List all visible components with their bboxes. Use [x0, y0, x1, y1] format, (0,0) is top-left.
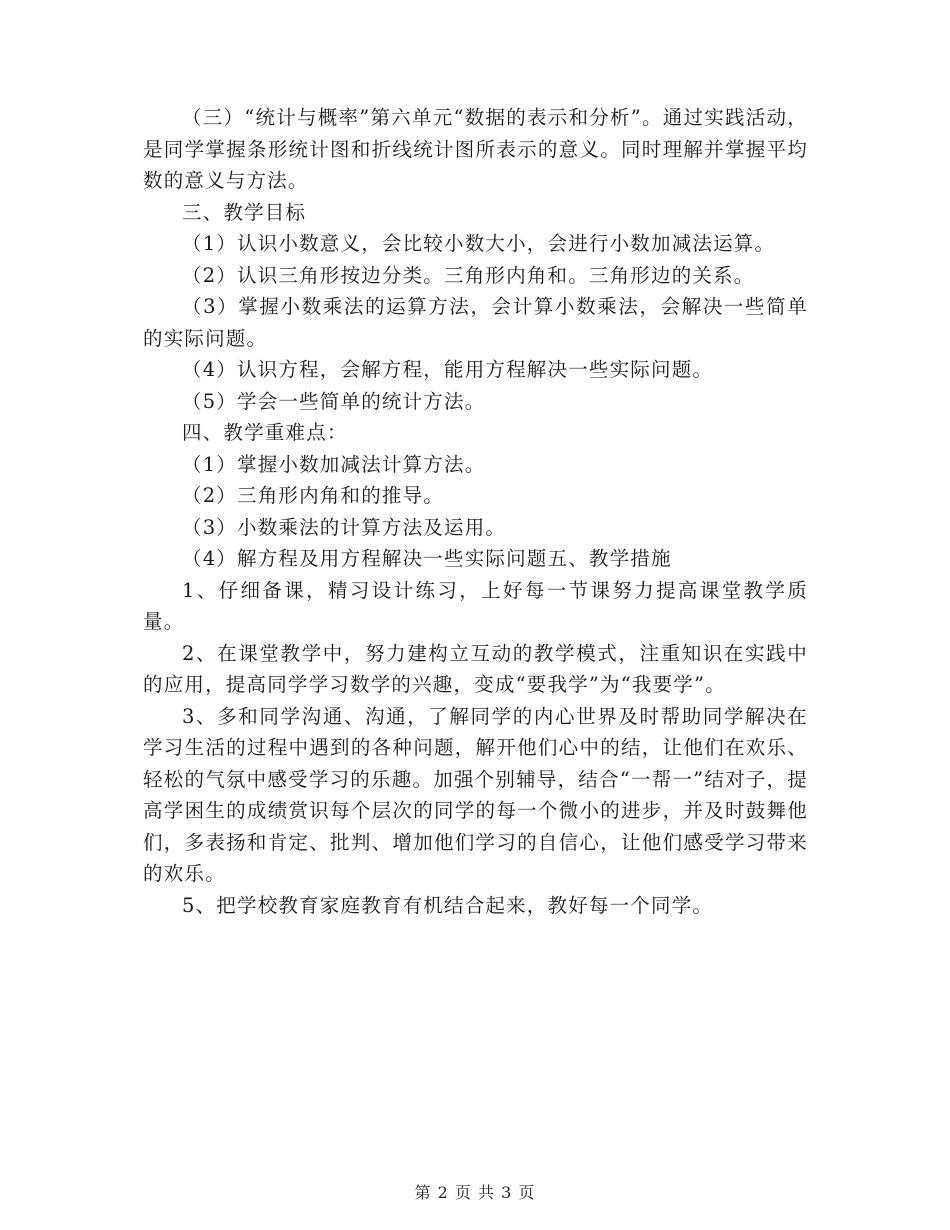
difficulty-item-2: （2）三角形内角和的推导。: [182, 484, 445, 507]
measure-item-2: 2、在课堂教学中，努力建构立互动的教学模式，注重知识在实践中的应用，提高同学学习数学的兴趣，变成“要我学”为“我要学”。: [143, 641, 808, 696]
difficulty-item-3: （3）小数乘法的计算方法及运用。: [182, 515, 507, 539]
paragraph-statistics-unit: （三）“统计与概率”第六单元“数据的表示和分析”。通过实践活动，是同学掌握条形统计图和折线统计图所表示的意义。同时理解并掌握平均数的意义与方法。: [143, 106, 808, 192]
heading-key-difficulties: 四、教学重难点：: [182, 421, 348, 444]
document-body: [143, 102, 808, 921]
page-footer: 第 2 页 共 3 页: [414, 1183, 536, 1202]
goal-item-5: （5）学会一些简单的统计方法。: [182, 389, 486, 413]
heading-teaching-goals: 三、教学目标: [182, 200, 307, 224]
goal-item-2: （2）认识三角形按边分类。三角形内角和。三角形边的关系。: [182, 263, 755, 287]
difficulty-item-4: （4）解方程及用方程解决一些实际问题五、教学措施: [182, 547, 672, 570]
measure-item-1: 1、仔细备课，精习设计练习，上好每一节课努力提高课堂教学质量。: [143, 578, 808, 633]
goal-item-4: （4）认识方程，会解方程，能用方程解决一些实际问题。: [182, 358, 714, 381]
measure-item-5: 5、把学校教育家庭教育有机结合起来，教好每一个同学。: [182, 893, 714, 917]
goal-item-1: （1）认识小数意义，会比较小数大小，会进行小数加减法运算。: [182, 232, 776, 255]
goal-item-3: （3）掌握小数乘法的运算方法，会计算小数乘法，会解决一些简单的实际问题。: [143, 295, 808, 350]
measure-item-3: 3、多和同学沟通、沟通，了解同学的内心世界及时帮助同学解决在学习生活的过程中遇到的各种问题，解开他们心中的结，让他们在欢乐、轻松的气氛中感受学习的乐趣。加强个别辅导，结合“一帮一”结对子，提高学困生的成绩赏识每个层次的同学的每一个微小的进步，并及时鼓舞他们，多表扬和肯定、批判、增加他们学习的自信心，让他们感受学习带来的欢乐。: [143, 704, 808, 885]
difficulty-item-1: （1）掌握小数加减法计算方法。: [182, 452, 486, 476]
